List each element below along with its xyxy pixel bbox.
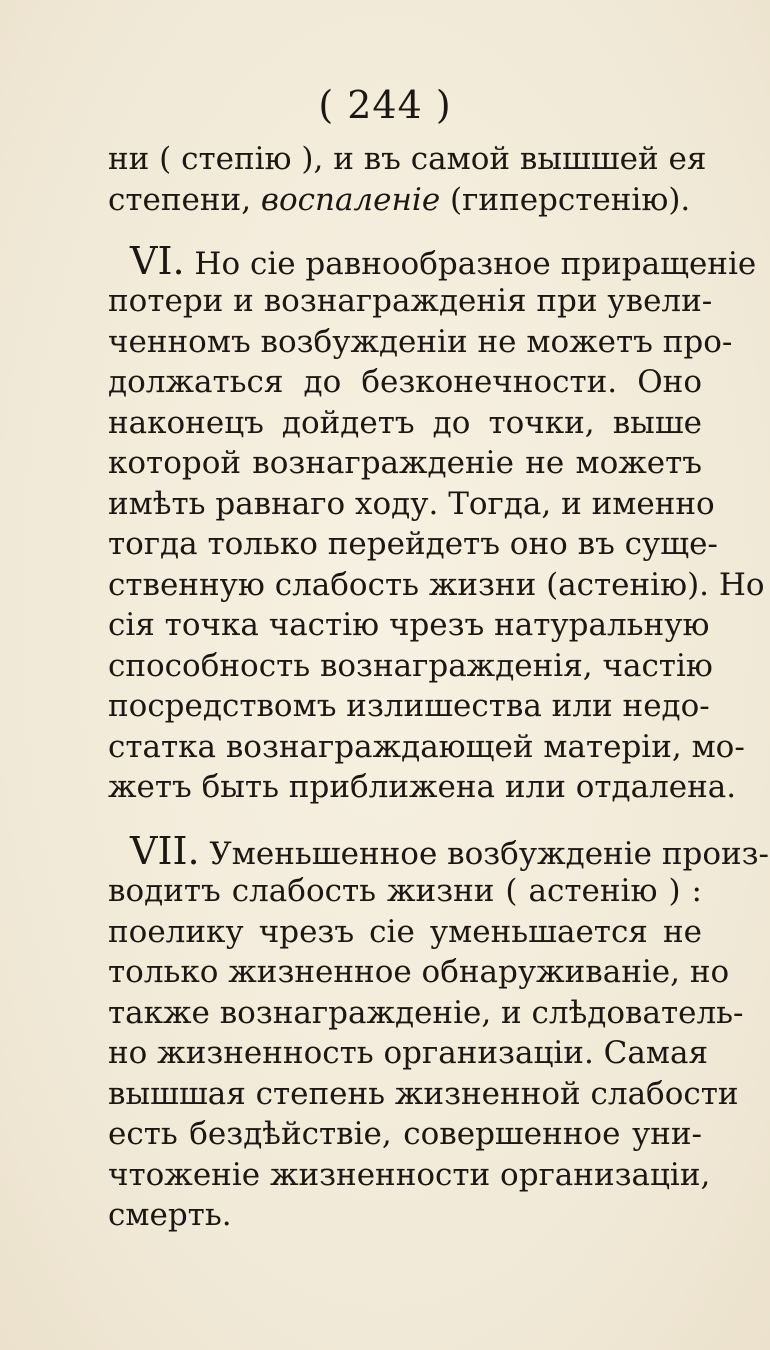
- text-segment: (гиперстенiю).: [440, 182, 691, 218]
- text-line: но жизненность организацiи. Самая: [108, 1035, 709, 1071]
- text-line: посредствомъ излишества или недо-: [108, 688, 710, 724]
- text-line: тогда только перейдетъ оно въ суще-: [108, 526, 718, 562]
- text-line: сiя точка частiю чрезъ натуральную: [108, 607, 710, 643]
- text-line: должаться до безконечности. Оно: [108, 364, 702, 400]
- text-line: ченномъ возбужденiи не можетъ про-: [108, 324, 733, 360]
- text-line: есть бездѣйствiе, совершенное уни-: [108, 1116, 702, 1152]
- page-number: ( 244 ): [318, 83, 452, 127]
- text-line: потери и вознагражденiя при увели-: [108, 283, 713, 319]
- text-line: также вознагражденiе, и слѣдователь-: [108, 995, 744, 1031]
- paragraph-first-line: [130, 829, 770, 874]
- text-line: ни ( степiю ), и въ самой вышшей ея: [108, 141, 707, 177]
- paragraph-first-line: [130, 239, 757, 284]
- text-line: поелику чрезъ сiе уменьшается не: [108, 914, 702, 950]
- text-line: вышшая степень жизненной слабости: [108, 1076, 739, 1112]
- text-line: статка вознаграждающей матерiи, мо-: [108, 729, 745, 765]
- text-line: смерть.: [108, 1197, 232, 1233]
- text-segment: степени,: [108, 182, 261, 218]
- text-segment: Но сiе равнообразное приращенiе: [194, 246, 757, 282]
- text-line: наконецъ дойдетъ до точки, выше: [108, 405, 702, 441]
- text-line: способность вознагражденiя, частiю: [108, 648, 713, 684]
- text-segment: Уменьшенное возбужденiе произ-: [209, 836, 770, 872]
- text-line: ственную слабость жизни (астенiю). Но: [108, 567, 765, 603]
- text-line: водитъ слабость жизни ( астенiю ) :: [108, 873, 702, 909]
- text-line: только жизненное обнаруживанiе, но: [108, 954, 730, 990]
- section-number: VII.: [130, 829, 200, 873]
- text-line: жетъ быть приближена или отдалена.: [108, 769, 737, 805]
- text-line: которой вознагражденiе не можетъ: [108, 445, 702, 481]
- section-number: VI.: [130, 239, 185, 283]
- text-line: имѣть равнаго ходу. Тогда, и именно: [108, 486, 715, 522]
- italic-term: воспаленiе: [260, 182, 441, 218]
- text-line: [108, 180, 702, 220]
- text-line: чтоженiе жизненности организацiи,: [108, 1157, 711, 1193]
